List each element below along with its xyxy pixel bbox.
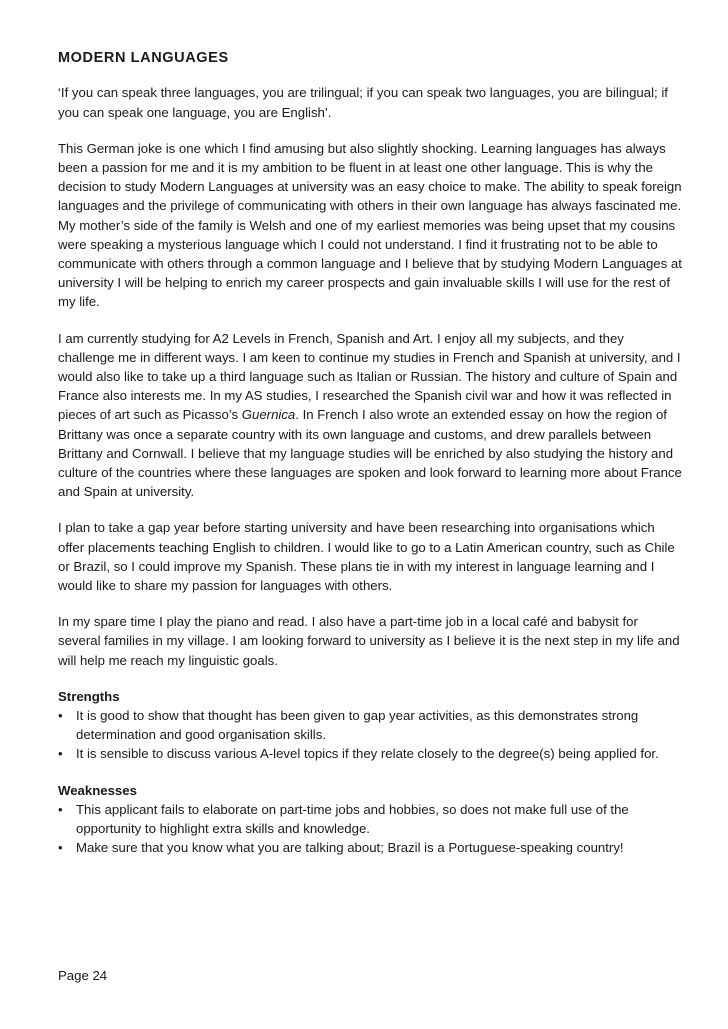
paragraph-3: I plan to take a gap year before starting university and have been researching into organisations which offer placements teaching English to children. I would like to go to a Latin American country, such as Chile or Brazil, so I could improve my Spanish. These plans tie in with my interest in language learning and I would like to share my passion for languages with others. (58, 520, 675, 594)
weakness-item (58, 800, 682, 838)
paragraph-2 (58, 329, 682, 502)
paragraph-1: This German joke is one which I find amusing but also slightly shocking. Learning languages has always been a passion for me and it is my ambition to be fluent in at least one other language. This is why the decision to study Modern Languages at university was an easy choice to make. The ability to speak foreign languages and the privilege of communicating with others in their own language has always fascinated me. My mother’s side of the family is Welsh and one of my earliest memories was being upset that my cousins were speaking a mysterious language which I could not understand. I find it frustrating not to be able to communicate with others through a common language and I believe that by studying Modern Languages at university I will be helping to enrich my career prospects and gain invaluable skills I will use for the rest of my life. (58, 140, 682, 310)
page-title: MODERN LANGUAGES (58, 50, 229, 66)
paragraph-4: In my spare time I play the piano and read. I also have a part-time job in a local café and babysit for several families in my village. I am looking forward to university as I believe it is the next step in my life and will help me reach my linguistic goals. (58, 614, 680, 668)
strength-item-text: It is sensible to discuss various A-level topics if they relate closely to the degree(s) being applied for. (76, 746, 659, 762)
paragraph-2-text-start: I am currently studying for A2 Levels in French, Spanish and Art. I enjoy all my subjects, and they challenge me in different ways. I am keen to continue my studies in French and Spanish at university, and I would also like to take up a third language such as Italian or Russian. The history and culture of Spain and France also interests me. In my AS studies, I researched the Spanish civil war and how it was reflected in pieces of art such as Picasso’s (58, 330, 681, 423)
weaknesses-heading: Weaknesses (58, 782, 137, 798)
paragraph-2-text-end: . In French I also wrote an extended essay on how the region of Brittany was once a separate country with its own language and customs, and drew parallels between Brittany and Cornwall. I believe that my language studies will be enriched by also studying the history and culture of the countries where these languages are spoken and look forward to learning more about France and Spain at university. (58, 407, 682, 500)
document-page (58, 50, 682, 875)
strength-item-text: It is good to show that thought has been given to gap year activities, as this demonstrates strong determination and good organisation skills. (76, 708, 639, 743)
opening-quote: ‘If you can speak three languages, you are trilingual; if you can speak two languages, you are bilingual; if you can speak one language, you are English’. (58, 85, 668, 120)
bullet-icon: • (58, 708, 63, 724)
bullet-icon: • (58, 840, 63, 856)
strength-item (58, 706, 682, 744)
bullet-icon: • (58, 746, 63, 762)
weaknesses-list (58, 800, 682, 858)
page-number: Page 24 (58, 968, 108, 983)
weakness-item (58, 838, 682, 857)
strength-item (58, 744, 682, 763)
strengths-heading: Strengths (58, 688, 120, 704)
weakness-item-text: This applicant fails to elaborate on part-time jobs and hobbies, so does not make full use of the opportunity to highlight extra skills and knowledge. (76, 801, 629, 837)
paragraph-2-italic-title: Guernica (241, 407, 296, 423)
bullet-icon: • (58, 801, 63, 817)
weakness-item-text: Make sure that you know what you are talking about; Brazil is a Portuguese-speaking country! (76, 840, 624, 856)
strengths-list (58, 706, 682, 764)
